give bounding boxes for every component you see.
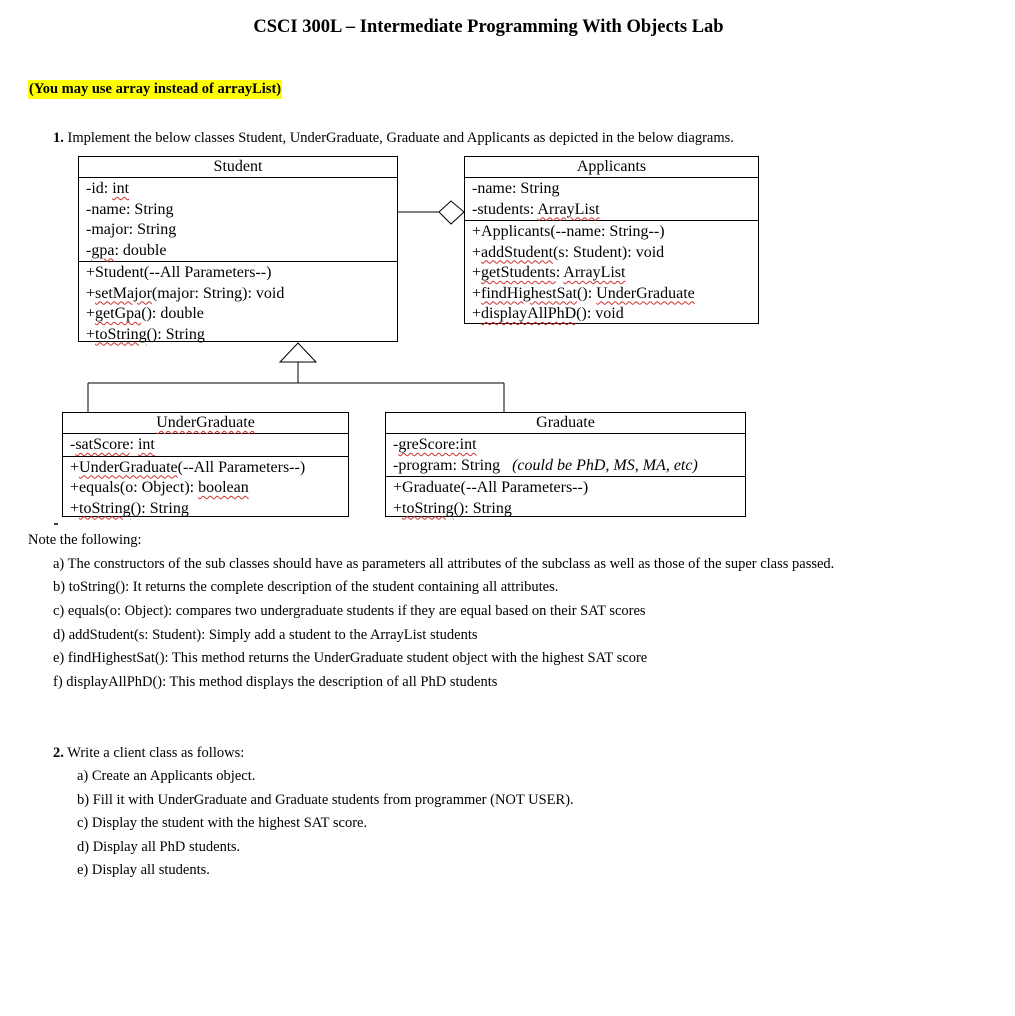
method: +getGpa(): double (86, 305, 204, 322)
method: +Student(--All Parameters--) (86, 264, 272, 281)
class-student (78, 156, 398, 342)
highlighted-note: (You may use array instead of arrayList) (29, 81, 282, 97)
class-graduate-attributes (386, 434, 745, 477)
attribute: -name: String (472, 180, 560, 197)
method: +UnderGraduate(--All Parameters--) (70, 458, 306, 476)
q2-item: b) Fill it with UnderGraduate and Graduate students from programmer (NOT USER). (77, 792, 574, 808)
attribute: -satScore: int (70, 436, 155, 453)
q2-item: a) Create an Applicants object. (77, 768, 256, 784)
method: +getStudents: ArrayList (472, 264, 626, 281)
method: +toString(): String (70, 499, 189, 517)
attribute: -major: String (86, 221, 177, 238)
note-item: d) addStudent(s: Student): Simply add a student to the ArrayList students (53, 627, 478, 643)
attribute: -name: String (86, 200, 174, 218)
attribute: -greScore:int (393, 436, 477, 453)
method: +setMajor(major: String): void (86, 284, 285, 302)
method: +findHighestSat(): UnderGraduate (472, 284, 695, 302)
note-item: c) equals(o: Object): compares two undergraduate students if they are equal based on their SAT scores (53, 603, 646, 619)
class-student-name: Student (79, 157, 397, 178)
class-graduate-name: Graduate (386, 413, 745, 434)
method: +displayAllPhD(): void (472, 305, 624, 322)
q2-item: e) Display all students. (77, 862, 210, 878)
method: +Applicants(--name: String--) (472, 223, 665, 240)
class-student-attributes (79, 178, 397, 262)
method: +addStudent(s: Student): void (472, 243, 665, 261)
page-title: CSCI 300L – Intermediate Programming With Objects Lab (253, 17, 724, 37)
class-applicants-name: Applicants (465, 157, 758, 178)
attribute: -id: int (86, 180, 130, 197)
q2-item: d) Display all PhD students. (77, 839, 241, 855)
class-student-methods (79, 262, 397, 345)
question-2-number: 2. (53, 745, 64, 761)
method: +equals(o: Object): boolean (70, 479, 249, 496)
attribute: -gpa: double (86, 241, 167, 259)
method: +toString(): String (393, 499, 512, 517)
program-note: (could be PhD, MS, MA, etc) (512, 456, 698, 474)
q2-item: c) Display the student with the highest SAT score. (77, 815, 368, 831)
attribute: -program: String (could be PhD, MS, MA, etc) (393, 456, 698, 474)
note-item: b) toString(): It returns the complete description of the student containing all attributes. (53, 579, 559, 595)
aggregation-diamond (439, 201, 464, 224)
attribute: -students: ArrayList (472, 200, 600, 218)
note-heading: Note the following: (28, 532, 142, 548)
class-applicants (464, 156, 759, 324)
note-item: f) displayAllPhD(): This method displays the description of all PhD students (53, 674, 498, 690)
question-1-number: 1. (53, 130, 64, 146)
note-item: e) findHighestSat(): This method returns the UnderGraduate student object with the highest SAT score (53, 650, 648, 666)
class-undergraduate-name: UnderGraduate (63, 413, 348, 434)
class-applicants-attributes (465, 178, 758, 221)
class-graduate-methods (386, 477, 745, 519)
method: +toString(): String (86, 325, 205, 343)
question-2-text: Write a client class as follows: (67, 745, 245, 761)
question-2 (53, 745, 244, 762)
note-item: a) The constructors of the sub classes should have as parameters all attributes of the subclass as well as those of the super class passed. (53, 556, 835, 572)
class-undergraduate-methods (63, 457, 348, 520)
question-1-text: Implement the below classes Student, UnderGraduate, Graduate and Applicants as depicted in the below diagrams. (67, 130, 734, 146)
class-graduate (385, 412, 746, 517)
method: +Graduate(--All Parameters--) (393, 479, 589, 496)
class-applicants-methods (465, 221, 758, 325)
class-undergraduate-attributes (63, 434, 348, 457)
class-undergraduate (62, 412, 349, 517)
inheritance-triangle (280, 343, 316, 362)
